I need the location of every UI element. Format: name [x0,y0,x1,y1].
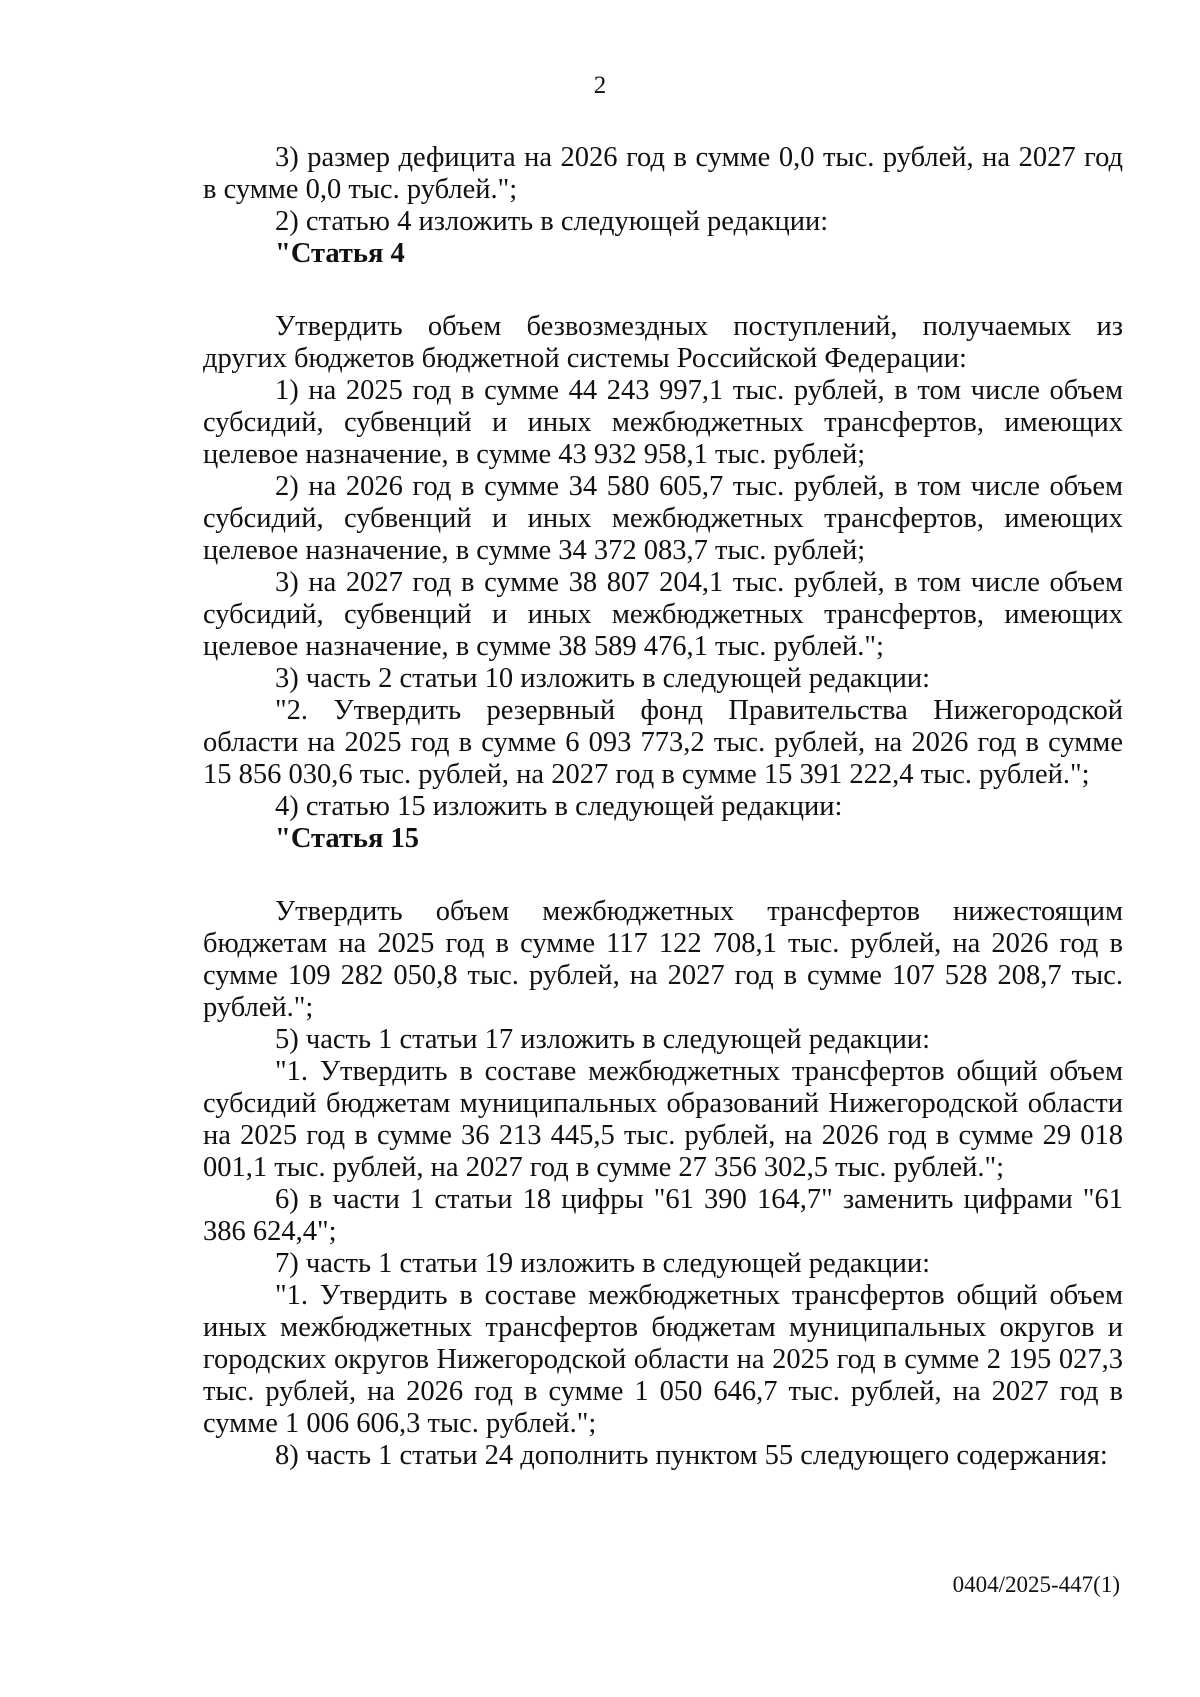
document-body [203,142,1123,1472]
document-code: 0404/2025-447(1) [952,1572,1120,1597]
article-15-heading: "Статья 15 [275,823,420,854]
article-17-text: "1. Утвердить в составе межбюджетных трансфертов общий объем субсидий бюджетам муниципальных образований Нижегородской области на 2025 год в сумме 36 213 445,5 тыс. рублей, на 2026 год в сумме 29 018 001,1 тыс. рублей, на 2027 год в сумме 27 356 302,5 тыс. рублей."; [203,1056,1123,1183]
paragraph-amend-article-18: 6) в части 1 статьи 18 цифры "61 390 164,7" заменить цифрами "61 386 624,4"; [203,1184,1123,1247]
article-19-text: "1. Утвердить в составе межбюджетных трансфертов общий объем иных межбюджетных трансфертов бюджетам муниципальных округов и городских округов Нижегородской области на 2025 год в сумме 2 195 027,3 тыс. рублей, на 2026 год в сумме 1 050 646,7 тыс. рублей, на 2027 год в сумме 1 006 606,3 тыс. рублей."; [203,1280,1123,1439]
paragraph-amend-article-24: 8) часть 1 статьи 24 дополнить пунктом 55 следующего содержания: [275,1440,1108,1471]
article-10-text: "2. Утвердить резервный фонд Правительства Нижегородской области на 2025 год в сумме 6 093 773,2 тыс. рублей, на 2026 год в сумме 15 856 030,6 тыс. рублей, на 2027 год в сумме 15 391 222,4 тыс. рублей."; [203,695,1123,790]
paragraph-amend-article-4: 2) статью 4 изложить в следующей редакции: [275,206,829,237]
paragraph-amend-article-17: 5) часть 1 статьи 17 изложить в следующей редакции: [275,1024,930,1055]
spacer [203,855,1123,896]
paragraph-amend-article-10: 3) часть 2 статьи 10 изложить в следующей редакции: [275,663,930,694]
spacer [203,270,1123,311]
paragraph-amend-article-19: 7) часть 1 статьи 19 изложить в следующей редакции: [275,1248,930,1279]
paragraph-amend-article-15: 4) статью 15 изложить в следующей редакции: [275,791,843,822]
article-4-item-1: 1) на 2025 год в сумме 44 243 997,1 тыс. рублей, в том числе объем субсидий, субвенций и иных межбюджетных трансфертов, имеющих целевое назначение, в сумме 43 932 958,1 тыс. рублей; [203,375,1123,470]
article-4-heading: "Статья 4 [275,238,405,269]
article-15-text: Утвердить объем межбюджетных трансфертов нижестоящим бюджетам на 2025 год в сумме 117 122 708,1 тыс. рублей, на 2026 год в сумме 109 282 050,8 тыс. рублей, на 2027 год в сумме 107 528 208,7 тыс. рублей."; [203,896,1123,1023]
page-number: 2 [593,72,607,99]
article-4-item-2: 2) на 2026 год в сумме 34 580 605,7 тыс. рублей, в том числе объем субсидий, субвенций и иных межбюджетных трансфертов, имеющих целевое назначение, в сумме 34 372 083,7 тыс. рублей; [203,471,1123,566]
paragraph-deficit: 3) размер дефицита на 2026 год в сумме 0,0 тыс. рублей, на 2027 год в сумме 0,0 тыс. рублей."; [203,142,1123,205]
article-4-intro: Утвердить объем безвозмездных поступлений, получаемых из других бюджетов бюджетной системы Российской Федерации: [203,311,1123,374]
article-4-item-3: 3) на 2027 год в сумме 38 807 204,1 тыс. рублей, в том числе объем субсидий, субвенций и иных межбюджетных трансфертов, имеющих целевое назначение, в сумме 38 589 476,1 тыс. рублей."; [203,567,1123,662]
